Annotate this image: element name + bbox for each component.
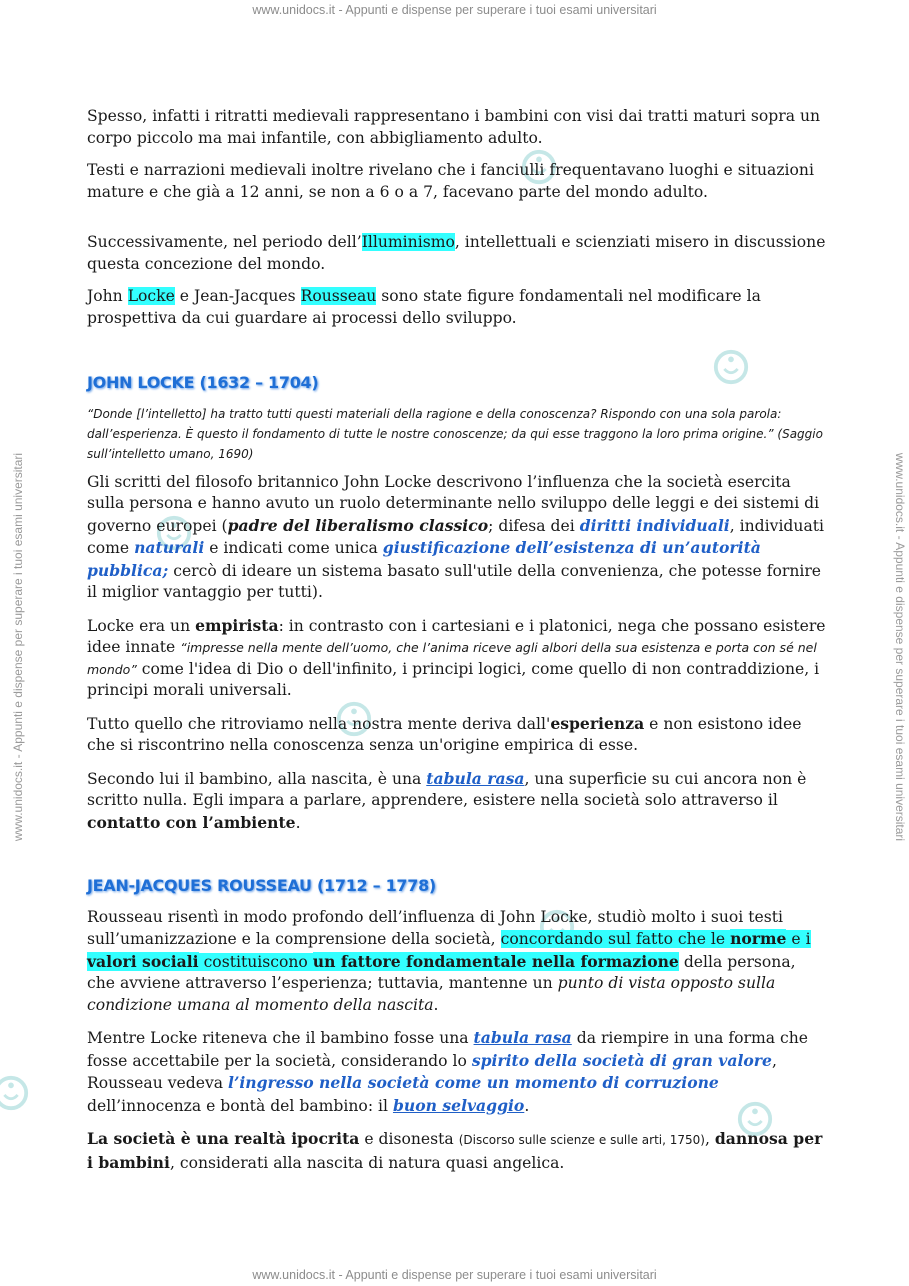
- document-body: [87, 106, 827, 1185]
- paragraph: Tutto quello che ritroviamo nella nostra mente deriva dall'esperienza e non esistono idee che si riscontrino nella conoscenza senza un'origine empirica di esse.: [87, 713, 802, 754]
- watermark-side-right: www.unidocs.it - Appunti e dispense per superare i tuoi esami universitari: [893, 452, 907, 842]
- paragraph: Gli scritti del filosofo britannico John Locke descrivono l’influenza che la società esercita sulla persona e hanno avuto un ruolo determinante nello sviluppo delle leggi e dei sistemi di governo europei (padre del liberalismo classico; difesa dei diritti individuali, individuati come naturali e indicati come unica giustificazione dell’esistenza di un’autorità pubblica; cercò di ideare un sistema basato sull'utile della convenienza, che potesse fornire il miglior vantaggio per tutti).: [87, 472, 825, 601]
- section-heading-locke: JOHN LOCKE (1632 – 1704): [87, 373, 319, 392]
- paragraph: Spesso, infatti i ritratti medievali rappresentano i bambini con visi dai tratti maturi sopra un corpo piccolo ma mai infantile, con abbigliamento adulto.: [87, 107, 821, 147]
- paragraph: Successivamente, nel periodo dell’Illuminismo, intellettuali e scienziati misero in discussione questa concezione del mondo.: [87, 233, 826, 273]
- paragraph: Locke era un empirista: in contrasto con i cartesiani e i platonici, nega che possano esistere idee innate “impresse nella mente dell’uomo, che l’anima riceve agli albori della sua esistenza e porta con sé nel mondo” come l'idea di Dio o dell'infinito, i principi logici, come quello di non contraddizione, i principi morali universali.: [87, 615, 826, 699]
- unidocs-logo-icon: [0, 1074, 30, 1112]
- watermark-side-left: www.unidocs.it - Appunti e dispense per superare i tuoi esami universitari: [11, 452, 25, 842]
- paragraph: Testi e narrazioni medievali inoltre rivelano che i fanciulli frequentavano luoghi e situazioni mature e che già a 12 anni, se non a 6 o a 7, facevano parte del mondo adulto.: [87, 161, 814, 201]
- paragraph: La società è una realtà ipocrita e disonesta (Discorso sulle scienze e sulle arti, 1750), dannosa per i bambini, considerati alla nascita di natura quasi angelica.: [87, 1129, 823, 1172]
- highlight: Locke: [127, 287, 175, 305]
- paragraph: Secondo lui il bambino, alla nascita, è una tabula rasa, una superficie su cui ancora non è scritto nulla. Egli impara a parlare, apprendere, esistere nella società solo attraverso il contatto con l’ambiente.: [87, 768, 807, 832]
- watermark-bottom: www.unidocs.it - Appunti e dispense per superare i tuoi esami universitari: [252, 1268, 657, 1282]
- highlight: Rousseau: [300, 287, 377, 305]
- paragraph: John Locke e Jean-Jacques Rousseau sono state figure fondamentali nel modificare la prospettiva da cui guardare ai processi dello sviluppo.: [87, 287, 761, 327]
- quote: “Donde [l’intelletto] ha tratto tutti questi materiali della ragione e della conoscenza? Rispondo con una sola parola: dall’esperienza. È questo il fondamento di tutte le nostre conoscenze; da qui esse traggono la loro prima origine.” (Saggio sull’intelletto umano, 1690): [87, 406, 823, 461]
- watermark-top: www.unidocs.it - Appunti e dispense per superare i tuoi esami universitari: [252, 3, 657, 17]
- highlight: Illuminismo: [361, 233, 455, 251]
- paragraph: Rousseau risentì in modo profondo dell’influenza di John Locke, studiò molto i suoi testi sull’umanizzazione e la comprensione della società, concordando sul fatto che le norme e i valori sociali costituiscono un fattore fondamentale nella formazione della persona, che avviene attraverso l’esperienza; tuttavia, mantenne un punto di vista opposto sulla condizione umana al momento della nascita.: [87, 907, 811, 1014]
- paragraph: Mentre Locke riteneva che il bambino fosse una tabula rasa da riempire in una forma che fosse accettabile per la società, considerando lo spirito della società di gran valore, Rousseau vedeva l’ingresso nella società come un momento di corruzione dell’innocenza e bontà del bambino: il buon selvaggio.: [87, 1028, 809, 1115]
- section-heading-rousseau: JEAN-JACQUES ROUSSEAU (1712 – 1778): [87, 876, 436, 895]
